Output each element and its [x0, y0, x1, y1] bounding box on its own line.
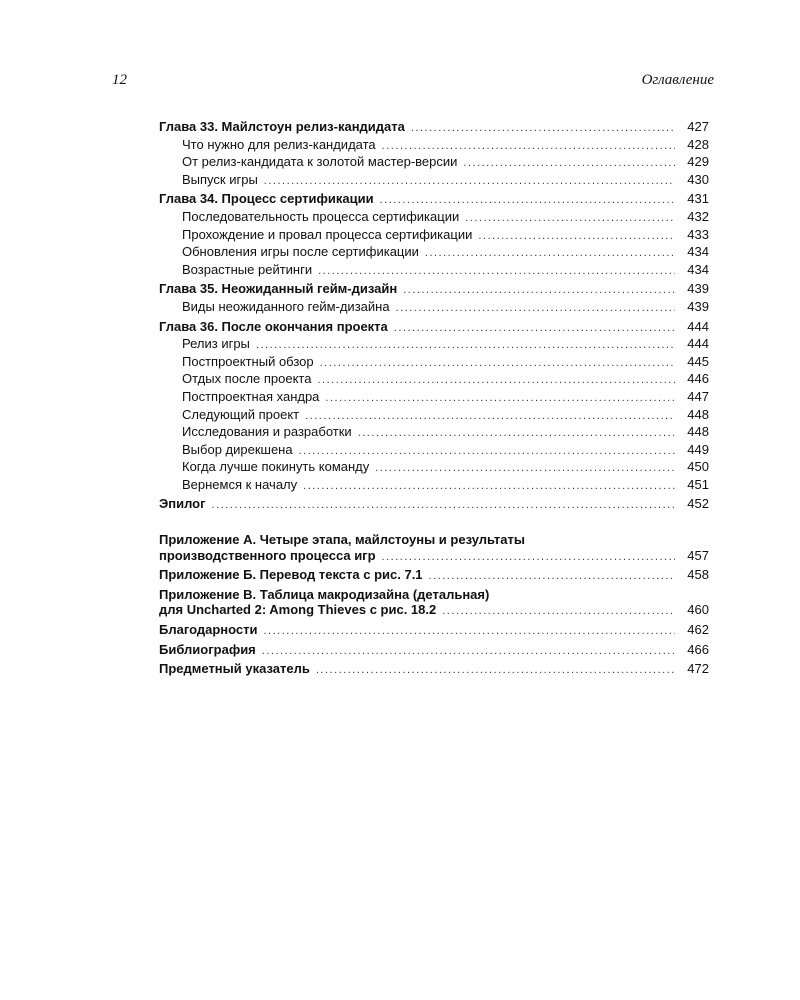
toc-section[interactable] — [159, 137, 709, 155]
dot-leader — [375, 461, 675, 477]
section-title: Постпроектный обзор — [182, 353, 314, 369]
appendix-title-line2-row — [159, 602, 709, 620]
dot-leader — [382, 550, 675, 566]
toc-section[interactable] — [159, 424, 709, 442]
appendix-title-line2-row — [159, 548, 709, 566]
section-title: Прохождение и провал процесса сертификации — [182, 226, 473, 242]
dot-leader — [299, 444, 675, 460]
dot-leader — [318, 264, 675, 280]
toc-appendix-a[interactable] — [159, 532, 709, 565]
acknowledgements-page: 462 — [687, 622, 709, 638]
index-page: 472 — [687, 661, 709, 677]
appendix-title-line1: Приложение А. Четыре этапа, майлстоуны и результаты — [159, 532, 525, 548]
section-title: Выбор дирекшена — [182, 441, 293, 457]
section-page: 428 — [687, 136, 709, 152]
section-title: Постпроектная хандра — [182, 388, 320, 404]
toc-index[interactable] — [159, 661, 709, 679]
toc-appendix-b[interactable] — [159, 567, 709, 585]
section-page: 439 — [687, 298, 709, 314]
dot-leader — [358, 426, 675, 442]
toc-section[interactable] — [159, 262, 709, 280]
section-page: 429 — [687, 154, 709, 170]
toc-section[interactable] — [159, 172, 709, 190]
dot-leader — [394, 321, 675, 337]
toc-chapter-36[interactable] — [159, 319, 709, 337]
dot-leader — [212, 498, 675, 514]
chapter-page: 431 — [687, 191, 709, 207]
toc-epilogue[interactable] — [159, 496, 709, 514]
dot-leader — [442, 604, 675, 620]
dot-leader — [305, 409, 675, 425]
section-title: Следующий проект — [182, 406, 300, 422]
section-title: Отдых после проекта — [182, 371, 312, 387]
toc-bibliography[interactable] — [159, 642, 709, 660]
dot-leader — [411, 121, 675, 137]
dot-leader — [380, 193, 675, 209]
toc-section[interactable] — [159, 154, 709, 172]
dot-leader — [303, 479, 675, 495]
section-title: Виды неожиданного гейм-дизайна — [182, 298, 390, 314]
section-page: 433 — [687, 226, 709, 242]
toc-section[interactable] — [159, 336, 709, 354]
epilogue-title: Эпилог — [159, 496, 206, 512]
appendix-title-line2: для Uncharted 2: Among Thieves с рис. 18.2 — [159, 602, 437, 618]
dot-leader — [263, 624, 675, 640]
dot-leader — [264, 174, 675, 190]
section-title: Что нужно для релиз-кандидата — [182, 136, 376, 152]
section-page: 450 — [687, 459, 709, 475]
running-header — [112, 72, 714, 94]
dot-leader — [429, 569, 675, 585]
toc-section[interactable] — [159, 244, 709, 262]
acknowledgements-title: Благодарности — [159, 622, 258, 638]
epilogue-page: 452 — [687, 496, 709, 512]
chapter-title: Глава 34. Процесс сертификации — [159, 191, 374, 207]
chapter-page: 427 — [687, 119, 709, 134]
section-page: 448 — [687, 424, 709, 440]
section-page: 445 — [687, 353, 709, 369]
bibliography-page: 466 — [687, 641, 709, 657]
toc-appendix-c[interactable] — [159, 587, 709, 620]
dot-leader — [262, 644, 675, 660]
bibliography-title: Библиография — [159, 641, 256, 657]
page-number: 12 — [112, 72, 127, 88]
toc-section[interactable] — [159, 299, 709, 317]
section-page: 434 — [687, 261, 709, 277]
section-page: 430 — [687, 171, 709, 187]
appendix-title-line1: Приложение В. Таблица макродизайна (детальная) — [159, 586, 490, 602]
chapter-page: 439 — [687, 281, 709, 297]
section-title: Исследования и разработки — [182, 424, 352, 440]
chapter-title: Глава 36. После окончания проекта — [159, 318, 388, 334]
dot-leader — [325, 391, 675, 407]
section-page: 444 — [687, 336, 709, 352]
section-page: 448 — [687, 406, 709, 422]
section-page: 449 — [687, 441, 709, 457]
dot-leader — [478, 229, 675, 245]
chapter-title: Глава 35. Неожиданный гейм-дизайн — [159, 281, 398, 297]
toc-section[interactable] — [159, 407, 709, 425]
chapter-title: Глава 33. Майлстоун релиз-кандидата — [159, 119, 405, 134]
index-title: Предметный указатель — [159, 661, 310, 677]
appendix-page: 457 — [687, 547, 709, 563]
appendix-page: 458 — [687, 567, 709, 583]
toc-section[interactable] — [159, 354, 709, 372]
toc-chapter-33[interactable] — [159, 119, 709, 137]
section-page: 451 — [687, 476, 709, 492]
dot-leader — [396, 301, 675, 317]
section-title: Выпуск игры — [182, 171, 258, 187]
appendix-page: 460 — [687, 602, 709, 618]
dot-leader — [317, 373, 675, 389]
section-title: Возрастные рейтинги — [182, 261, 313, 277]
toc-section[interactable] — [159, 227, 709, 245]
appendix-title: Приложение Б. Перевод текста с рис. 7.1 — [159, 567, 423, 583]
section-title: Вернемся к началу — [182, 476, 298, 492]
section-title: От релиз-кандидата к золотой мастер-версии — [182, 154, 458, 170]
toc-section[interactable] — [159, 477, 709, 495]
section-page: 432 — [687, 208, 709, 224]
section-title: Последовательность процесса сертификации — [182, 208, 460, 224]
toc-chapter-34[interactable] — [159, 191, 709, 209]
toc-section[interactable] — [159, 389, 709, 407]
section-title: Когда лучше покинуть команду — [182, 459, 370, 475]
section-page: 446 — [687, 371, 709, 387]
dot-leader — [382, 139, 675, 155]
dot-leader — [465, 211, 675, 227]
running-title: Оглавление — [641, 72, 714, 88]
toc-section[interactable] — [159, 442, 709, 460]
toc-section[interactable] — [159, 459, 709, 477]
dot-leader — [425, 246, 675, 262]
dot-leader — [320, 356, 675, 372]
dot-leader — [316, 663, 675, 679]
toc-chapter-35[interactable] — [159, 281, 709, 299]
toc-section[interactable] — [159, 371, 709, 389]
dot-leader — [256, 338, 675, 354]
dot-leader — [403, 283, 675, 299]
section-title: Обновления игры после сертификации — [182, 244, 419, 260]
section-title: Релиз игры — [182, 336, 250, 352]
toc-section[interactable] — [159, 209, 709, 227]
toc-acknowledgements[interactable] — [159, 622, 709, 640]
section-page: 447 — [687, 388, 709, 404]
appendix-title-line2: производственного процесса игр — [159, 547, 376, 563]
table-of-contents — [159, 119, 709, 679]
dot-leader — [463, 156, 675, 172]
section-page: 434 — [687, 244, 709, 260]
chapter-page: 444 — [687, 318, 709, 334]
